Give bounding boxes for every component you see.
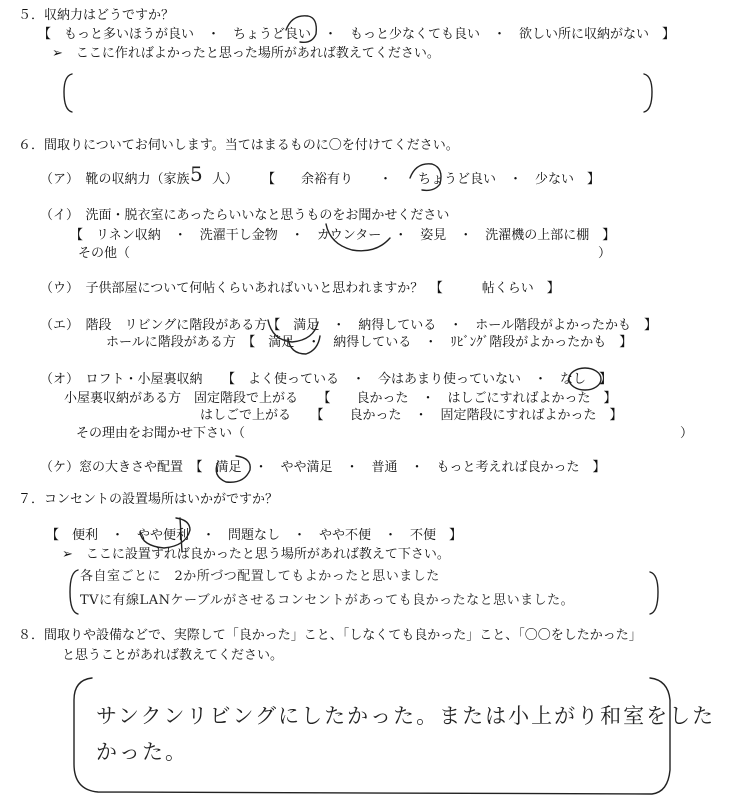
q7-circle-mark bbox=[140, 518, 190, 548]
q8-title: ８．間取りや設備などで、実際して「良かった」こと、「しなくても良かった」こと、「〇〇をしたかった」 bbox=[18, 628, 642, 643]
q6-e-label: （エ） 階段 リビングに階段がある方【 満足 ・ 納得している ・ ホール階段がよかったかも 】 bbox=[40, 318, 657, 333]
q6-o-label: （オ） ロフト・小屋裏収納 【 よく使っている ・ 今はあまり使っていない ・ なし 】 bbox=[40, 372, 613, 387]
q6-a-unit: 人） bbox=[212, 172, 239, 187]
q7-prompt: ➢ ここに設置すれば良かったと思う場所があれば教えて下さい。 bbox=[62, 547, 450, 562]
q6-title: ６．間取りについてお伺いします。当てはまるものに〇を付けてください。 bbox=[18, 138, 459, 153]
q6-o-reason: その理由をお聞かせ下さい（ bbox=[76, 426, 246, 441]
q7-box-left-bracket bbox=[70, 570, 78, 614]
q6-e-line2: ホールに階段がある方 【 満足 ・ 納得している ・ ﾘﾋﾞﾝｸﾞ階段がよかったかも 】 bbox=[106, 335, 633, 350]
q6e-circle-mark-1 bbox=[268, 320, 318, 342]
q6-i-other-close: ） bbox=[598, 246, 612, 261]
q6-i-label: （イ） 洗面・脱衣室にあったらいいなと思うものをお聞かせください bbox=[40, 208, 450, 223]
q7-options: 【 便利 ・ やや便利 ・ 問題なし ・ やや不便 ・ 不便 】 bbox=[46, 528, 463, 543]
q5-title: ５．収納力はどうですか？ bbox=[18, 8, 175, 23]
q6-o-line3: はしごで上がる 【 良かった ・ 固定階段にすればよかった 】 bbox=[200, 408, 623, 423]
q7-check-line bbox=[180, 518, 182, 552]
q8-title-2: と思うことがあれば教えてください。 bbox=[62, 648, 284, 663]
q6-k-label: （ケ）窓の大きさや配置 【 満足 ・ やや満足 ・ 普通 ・ もっと考えれば良かった 】 bbox=[40, 460, 606, 475]
q6i-circle-mark bbox=[326, 224, 390, 251]
q7-title: ７．コンセントの設置場所はいかがですか？ bbox=[18, 492, 279, 507]
q8-answer-line1: サンクンリビングにしたかった。または小上がり和室をした bbox=[96, 704, 716, 728]
q5-box-left-bracket bbox=[64, 74, 72, 112]
q6a-circle-mark bbox=[410, 164, 441, 191]
q7-answer-line1: 各自室ごとに 2か所づつ配置してもよかったと思いました bbox=[80, 569, 440, 584]
q8-answer-box bbox=[74, 678, 670, 794]
q5-box-right-bracket bbox=[644, 74, 652, 112]
q6o-circle-mark bbox=[569, 368, 601, 390]
q5-circle-mark bbox=[286, 16, 316, 43]
q5-options: 【 もっと多いほうが良い ・ ちょうど良い ・ もっと少なくても良い ・ 欲しい所に収納がない 】 bbox=[38, 27, 676, 42]
q6-a-options: 【 余裕有り ・ ちょうど良い ・ 少ない 】 bbox=[262, 172, 601, 187]
q8-answer-line2: かった。 bbox=[96, 740, 188, 764]
q6k-circle-mark bbox=[216, 456, 250, 482]
q7-answer-line2: TVに有線LANケーブルがさせるコンセントがあっても良かったなと思いました。 bbox=[80, 593, 575, 608]
q6-i-options: 【 リネン収納 ・ 洗濯干し金物 ・ カウンター ・ 姿見 ・ 洗濯機の上部に棚 】 bbox=[70, 228, 616, 243]
q5-prompt: ➢ ここに作ればよかったと思った場所があれば教えてください。 bbox=[52, 46, 440, 61]
q6-o-reason-close: ） bbox=[680, 426, 694, 441]
q6-o-line2: 小屋裏収納がある方 固定階段で上がる 【 良かった ・ はしごにすればよかった 】 bbox=[64, 391, 617, 406]
q6-i-other: その他（ bbox=[78, 246, 131, 261]
q6-a-label: （ア） 靴の収納力（家族 bbox=[40, 172, 190, 187]
q6-a-family-count: 5 bbox=[190, 162, 203, 186]
q7-box-right-bracket bbox=[650, 572, 658, 614]
q6-u-label: （ウ） 子供部屋について何帖くらいあればいいと思われますか？ 【 帖くらい 】 bbox=[40, 281, 560, 296]
